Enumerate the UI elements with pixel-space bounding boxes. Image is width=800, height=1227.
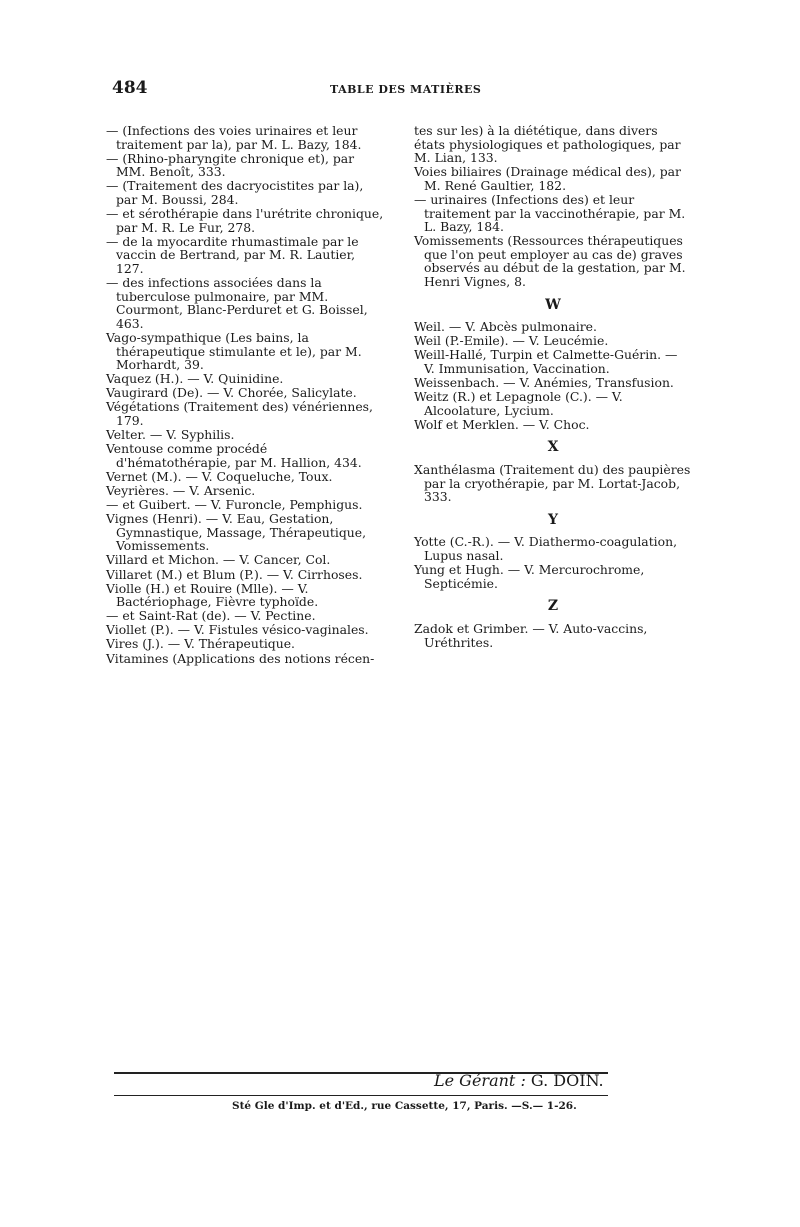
gerant-label: Le Gérant : xyxy=(434,1071,526,1090)
index-entry: Velter. — V. Syphilis. xyxy=(106,427,235,443)
printer-imprint: Sté Gle d'Imp. et d'Ed., rue Cassette, 17, Paris. —S.— 1-26. xyxy=(232,1100,577,1112)
index-entry: Yotte (C.-R.). — V. Diathermo-coagulation, Lupus nasal. xyxy=(414,534,678,564)
section-letter-w: W xyxy=(545,296,561,313)
index-entry: Villard et Michon. — V. Cancer, Col. xyxy=(106,552,331,568)
running-head: TABLE DES MATIÈRES xyxy=(330,83,482,96)
index-entry: Ventouse comme procédé d'hématothérapie, par M. Hallion, 434. xyxy=(106,441,362,470)
index-entry: Weil (P.-Emile). — V. Leucémie. xyxy=(414,333,609,349)
index-entry: Vomissements (Ressources thérapeutiques que l'on peut employer au cas de) graves observés au début de la gestation, par M. Henri Vignes, 8. xyxy=(414,233,686,290)
index-entry: Xanthélasma (Traitement du) des paupières par la cryothérapie, par M. Lortat-Jacob, 333. xyxy=(414,462,691,505)
index-entry: — des infections associées dans la tuberculose pulmonaire, par MM. Courmont, Blanc-Perduret et G. Boissel, 463. xyxy=(106,275,368,331)
index-entry: Vignes (Henri). — V. Eau, Gestation, Gymnastique, Massage, Thérapeutique, Vomissements. xyxy=(106,511,367,554)
index-entry: Veyrières. — V. Arsenic. xyxy=(106,482,256,498)
index-entry: Wolf et Merklen. — V. Choc. xyxy=(414,416,590,432)
index-entry: Violle (H.) et Rouire (Mlle). — V. Bactériophage, Fièvre typhoïde. xyxy=(106,580,319,610)
index-entry: Weil. — V. Abcès pulmonaire. xyxy=(414,319,597,335)
index-entry: Vires (J.). — V. Thérapeutique. xyxy=(106,636,295,652)
index-entry: — (Traitement des dacryocistites par la), par M. Boussi, 284. xyxy=(106,178,364,207)
left-column xyxy=(106,124,384,666)
index-entry: — et Saint-Rat (de). — V. Pectine. xyxy=(106,608,316,624)
index-entry: Yung et Hugh. — V. Mercurochrome, Septicémie. xyxy=(414,562,645,591)
index-entry: Weill-Hallé, Turpin et Calmette-Guérin. — V. Immunisation, Vaccination. xyxy=(414,347,678,376)
index-entry: — et sérothérapie dans l'urétrite chronique, par M. R. Le Fur, 278. xyxy=(106,206,384,235)
index-entry: Vaugirard (De). — V. Chorée, Salicylate. xyxy=(106,385,357,401)
index-entry: Zadok et Grimber. — V. Auto-vaccins, Uréthrites. xyxy=(414,620,648,650)
page-number: 484 xyxy=(112,78,148,98)
index-entry: — et Guibert. — V. Furoncle, Pemphigus. xyxy=(106,497,363,513)
right-column xyxy=(414,124,692,650)
index-entry: Villaret (M.) et Blum (P.). — V. Cirrhoses. xyxy=(106,566,363,582)
index-entry: Vernet (M.). — V. Coqueluche, Toux. xyxy=(106,468,333,484)
section-letter-y: Y xyxy=(548,511,558,528)
index-entry: Voies biliaires (Drainage médical des), par M. René Gaultier, 182. xyxy=(414,164,681,193)
footer-rule-bottom xyxy=(114,1095,608,1096)
index-entry: Vago-sympathique (Les bains, la thérapeutique stimulante et le), par M. Morhardt, 39. xyxy=(106,329,362,373)
index-entry: Vitamines (Applications des notions récen- xyxy=(106,650,375,666)
index-entry: tes sur les) à la diététique, dans divers états physiologiques et pathologiques, par M. Lian, 133. xyxy=(414,123,681,166)
index-entry: Vaquez (H.). — V. Quinidine. xyxy=(106,371,284,387)
section-letter-z: Z xyxy=(547,598,559,615)
section-letter-x: X xyxy=(547,439,559,456)
gerant-name: G. DOIN. xyxy=(530,1071,604,1090)
index-entry: Weitz (R.) et Lepagnole (C.). — V. Alcoolature, Lycium. xyxy=(414,389,623,418)
index-entry: — urinaires (Infections des) et leur traitement par la vaccinothérapie, par M. L. Bazy, 184. xyxy=(414,191,686,235)
index-entry: Weissenbach. — V. Anémies, Transfusion. xyxy=(414,375,674,391)
gerant-signature xyxy=(434,1071,604,1090)
index-entry: — de la myocardite rhumastimale par le vaccin de Bertrand, par M. R. Lautier, 127. xyxy=(106,233,359,276)
index-entry: — (Infections des voies urinaires et leur traitement par la), par M. L. Bazy, 184. xyxy=(106,123,362,152)
index-entry: Végétations (Traitement des) vénériennes, 179. xyxy=(106,399,373,428)
index-entry: — (Rhino-pharyngite chronique et), par MM. Benoît, 333. xyxy=(106,150,355,180)
index-entry: Viollet (P.). — V. Fistules vésico-vaginales. xyxy=(106,622,369,638)
